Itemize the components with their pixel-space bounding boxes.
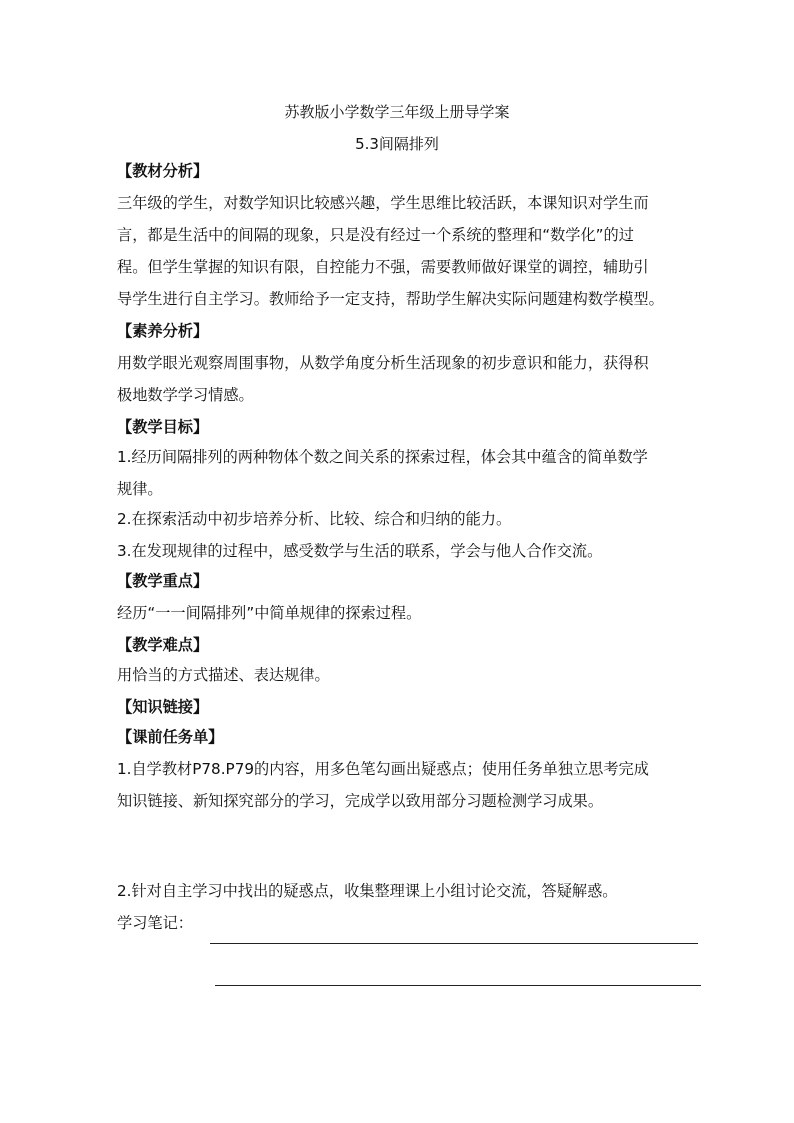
goal-item: 3.在发现规律的过程中，感受数学与生活的联系，学会与他人合作交流。 (117, 542, 603, 560)
paragraph-line: 用数学眼光观察周围事物，从数学角度分析生活现象的初步意识和能力，获得积 (117, 354, 649, 372)
document-subtitle: 5.3间隔排列 (355, 135, 439, 153)
goal-item: 1.经历间隔排列的两种物体个数之间关系的探索过程，体会其中蕴含的简单数学 (117, 448, 648, 466)
section-heading-difficulties: 【教学难点】 (117, 636, 209, 654)
paragraph-line: 导学生进行自主学习。教师给予一定支持，帮助学生解决实际问题建构数学模型。 (117, 290, 664, 308)
section-heading-knowledge-link: 【知识链接】 (117, 698, 209, 716)
paragraph-line: 极地数学学习情感。 (117, 386, 254, 404)
section-heading-key-points: 【教学重点】 (117, 572, 209, 590)
goal-item: 2.在探索活动中初步培养分析、比较、综合和归纳的能力。 (117, 510, 512, 528)
paragraph-line: 经历“一一间隔排列”中简单规律的探索过程。 (117, 604, 422, 622)
section-heading-textbook-analysis: 【教材分析】 (117, 162, 209, 180)
notes-write-line[interactable] (215, 985, 701, 986)
task-item: 2.针对自主学习中找出的疑惑点，收集整理课上小组讨论交流，答疑解惑。 (117, 882, 618, 900)
document-title: 苏教版小学数学三年级上册导学案 (284, 103, 510, 121)
task-item-continued: 知识链接、新知探究部分的学习，完成学以致用部分习题检测学习成果。 (117, 792, 603, 810)
notes-write-line[interactable] (210, 943, 698, 944)
notes-label: 学习笔记： (117, 914, 193, 932)
paragraph-line: 言，都是生活中的间隔的现象，只是没有经过一个系统的整理和“数学化”的过 (117, 226, 634, 244)
paragraph-line: 程。但学生掌握的知识有限，自控能力不强，需要教师做好课堂的调控，辅助引 (117, 258, 649, 276)
task-item: 1.自学教材P78.P79的内容，用多色笔勾画出疑惑点；使用任务单独立思考完成 (117, 760, 649, 778)
section-heading-pre-class-tasks: 【课前任务单】 (117, 728, 224, 746)
section-heading-teaching-goals: 【教学目标】 (117, 418, 209, 436)
paragraph-line: 用恰当的方式描述、表达规律。 (117, 666, 330, 684)
goal-item-continued: 规律。 (117, 480, 163, 498)
section-heading-literacy-analysis: 【素养分析】 (117, 322, 209, 340)
paragraph-line: 三年级的学生，对数学知识比较感兴趣，学生思维比较活跃，本课知识对学生而 (117, 194, 649, 212)
